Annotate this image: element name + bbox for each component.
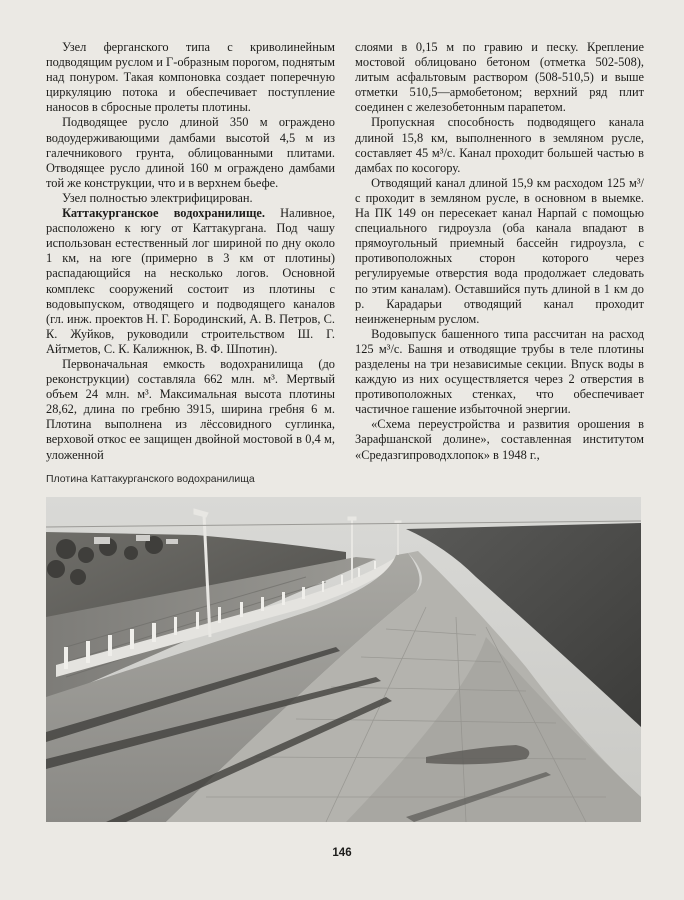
dam-photograph <box>46 497 641 822</box>
page-number: 146 <box>332 847 352 859</box>
paragraph: Узел полностью электрифицирован. <box>62 190 253 205</box>
right-text-column <box>355 40 644 463</box>
left-text-column <box>46 40 335 463</box>
paragraph: Отводящий канал длиной 15,9 км расходом 125 м³/с проходит в земляном русле, в основном в выемке. На ПК 149 он пересекает канал Нарпай с помощью специального гидроузла (оба канала впадают в прямоугольный приемный бассейн гидроузла, с противоположных сторон которого через регулируемые отверстия вода продолжает следовать по этим каналам). Оставшийся путь длиной в 1 км до р. Карадарьи отводящий канал проходит неинженерным руслом. <box>355 175 644 326</box>
paragraph: Пропускная способность подводящего канала длиной 15,8 км, выполненного в земляном русле, составляет 45 м³/с. Канал проходит большей частью в дамбах по косогору. <box>355 115 644 175</box>
paragraph: Первоначальная емкость водохранилища (до реконструкции) составляла 662 млн. м³. Мертвый объем 24 млн. м³. Максимальная высота плотины 28,62, длина по гребню 3915, ширина гребня 6 м. Плотина выполнена из лёссовидного суглинка, верховой откос ее защищен двойной мостовой в 0,4 м, уложенной <box>46 356 335 462</box>
paragraph: Узел ферганского типа с криволинейным подводящим руслом и Г-образным порогом, поднятым над понуром. Такая компоновка создает поперечную циркуляцию потока и обеспечивает поступление наносов в сбросные пролеты плотины. <box>46 40 335 115</box>
paragraph: Водовыпуск башенного типа рассчитан на расход 125 м³/с. Башня и отводящие трубы в теле плотины разделены на три независимые секции. Впуск воды в каждую из них осуществляется через 2 отверстия в противоположных стенках, что обеспечивает частичное гашение избыточной энергии. <box>355 326 644 417</box>
section-heading: Каттакурганское водохранилище. <box>62 206 265 221</box>
paragraph: «Схема переустройства и развития орошения в Зарафшанской долине», составленная институтом «Средазгипроводхлопок» в 1948 г., <box>355 417 644 462</box>
paragraph-text: Наливное, расположено к югу от Каттакургана. Под чашу использован естественный лог шириной по дну около 1 км, на юге (примерно в 3 км от плотины) распадающийся на несколько логов. Основной комплекс сооружений состоит из плотины с водовыпуском, отводящего и подводящего каналов (гл. инж. проектов Н. Г. Бородинский, А. В. Петров, С. К. Жуйков, руководили строительством Ш. Г. Айтметов, С. К. Калижнюк, В. Ф. Шпотин). <box>46 206 335 356</box>
paragraph: Подводящее русло длиной 350 м ограждено водоудерживающими дамбами высотой 4,5 м из галечникового грунта, облицованными плитами. Отводящее русло длиной 160 м ограждено дамбами той же конструкции, что и в верхнем бьефе. <box>46 115 335 190</box>
paragraph <box>46 206 335 357</box>
paragraph: слоями в 0,15 м по гравию и песку. Крепление мостовой облицовано бетоном (отметка 502-508), литым асфальтовым раствором (508-510,5) и выше отметки 510,5—армобетоном; верхний ряд плит соединен с железобетонным парапетом. <box>355 40 644 115</box>
figure-caption: Плотина Каттакурганского водохранилища <box>46 473 255 485</box>
